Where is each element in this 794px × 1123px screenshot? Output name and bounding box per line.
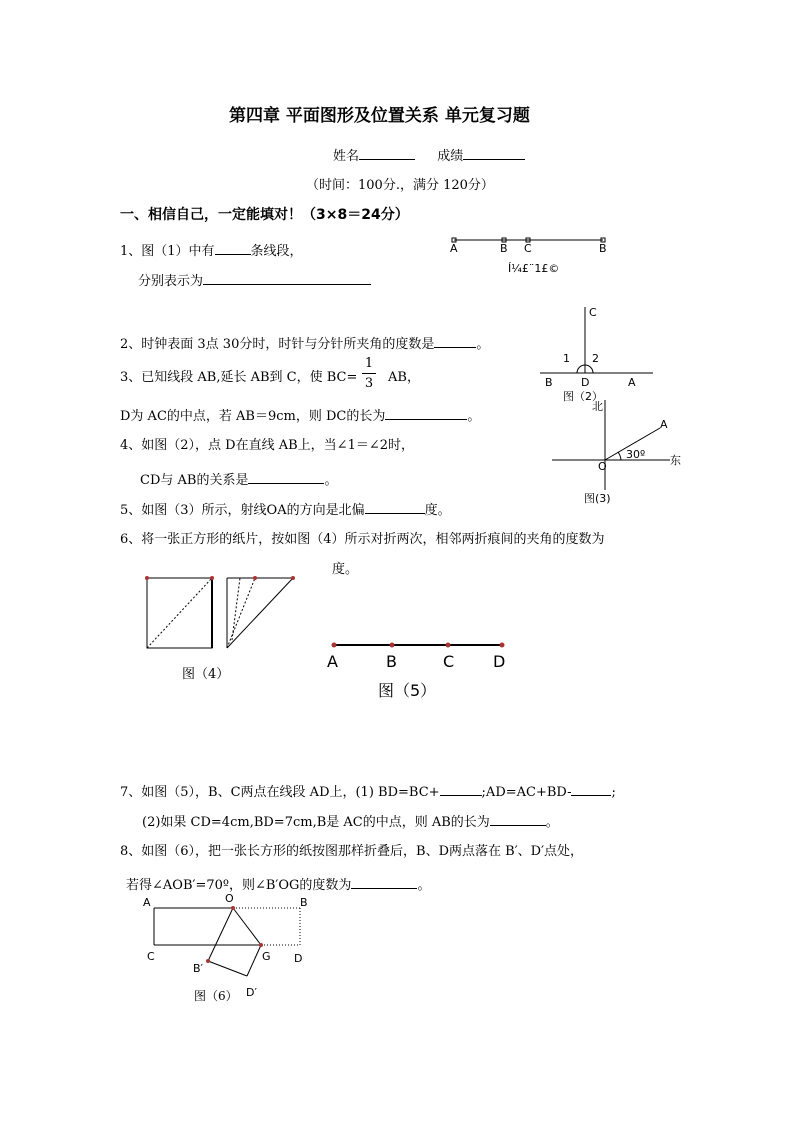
score-blank[interactable] bbox=[463, 147, 525, 160]
fig5-label-d: D bbox=[493, 652, 506, 671]
fig2-label-d: D bbox=[581, 376, 590, 389]
fig2-caption: 图（2） bbox=[563, 390, 603, 403]
question-3-line2 bbox=[120, 407, 480, 423]
fig4-vertex bbox=[253, 576, 257, 580]
q3-text-c: D为 AC的中点，若 AB＝9cm，则 DC的长为 bbox=[120, 409, 386, 424]
fig6-label-o: O bbox=[225, 892, 234, 905]
section-heading: 一、相信自己，一定能填对！（3×8＝24分） bbox=[120, 207, 409, 223]
figure-6 bbox=[140, 888, 330, 1008]
fig5-point-a bbox=[332, 643, 337, 648]
fig5-point-b bbox=[390, 643, 395, 648]
q3-end: 。 bbox=[467, 409, 481, 424]
q4-text: CD与 AB的关系是 bbox=[140, 473, 249, 488]
q7-end: 。 bbox=[545, 815, 559, 830]
fig6-label-a: A bbox=[143, 896, 151, 909]
fig6-edge-ob bbox=[208, 908, 233, 961]
fig2-label-2: 2 bbox=[592, 352, 599, 365]
fig3-caption: 图(3) bbox=[584, 492, 611, 505]
fig4-fold-diagonal bbox=[147, 578, 212, 648]
q1-text-c: 分别表示为 bbox=[138, 274, 204, 289]
q8-blank[interactable] bbox=[351, 876, 417, 889]
q2-end: 。 bbox=[476, 337, 490, 352]
fig1-caption: Í¼£¨1£© bbox=[508, 262, 560, 275]
question-4-line2 bbox=[140, 471, 337, 487]
q3-text-b: AB， bbox=[388, 370, 420, 385]
fig1-label-a: A bbox=[450, 242, 458, 255]
fig3-label-o: O bbox=[598, 460, 607, 473]
question-2 bbox=[120, 335, 489, 351]
score-label: 成绩 bbox=[437, 149, 464, 164]
fig6-fold-og bbox=[233, 908, 261, 945]
q5-text: 5、如图（3）所示，射线OA的方向是北偏 bbox=[120, 503, 365, 518]
question-6-line2: 度。 bbox=[332, 562, 359, 577]
q7-text-c: ; bbox=[611, 785, 616, 800]
q3-fraction bbox=[362, 357, 376, 390]
question-5 bbox=[120, 501, 451, 517]
question-6: 6、将一张正方形的纸片，按如图（4）所示对折两次，相邻两折痕间的夹角的度数为 bbox=[120, 532, 605, 547]
q1-blank-2[interactable] bbox=[203, 272, 371, 285]
figure-1 bbox=[440, 230, 620, 280]
name-label: 姓名 bbox=[333, 149, 360, 164]
q3-blank[interactable] bbox=[385, 407, 467, 420]
fig6-label-b: B bbox=[300, 896, 308, 909]
fig6-label-d-prime: D′ bbox=[246, 986, 257, 999]
fig6-point-g bbox=[259, 943, 263, 947]
q3-numerator: 1 bbox=[364, 356, 374, 371]
fig2-label-1: 1 bbox=[563, 352, 570, 365]
fig4-fold-2 bbox=[232, 578, 240, 640]
q1-text-a: 1、图（1）中有 bbox=[120, 244, 215, 259]
q7-text-d: (2)如果 CD=4cm,BD=7cm,B是 AC的中点，则 AB的长为 bbox=[142, 815, 490, 830]
q8-end: 。 bbox=[417, 878, 431, 893]
fig3-angle-label: 30º bbox=[626, 448, 646, 461]
q3-text-a: 3、已知线段 AB,延长 AB到 C，使 BC= bbox=[120, 370, 358, 385]
q7-blank-3[interactable] bbox=[490, 813, 546, 826]
q2-text: 2、时钟表面 3点 30分时，时针与分针所夹角的度数是 bbox=[120, 337, 435, 352]
question-7-line2 bbox=[142, 813, 559, 829]
fig6-caption: 图（6） bbox=[194, 989, 238, 1003]
question-1 bbox=[120, 242, 303, 258]
fig4-vertex bbox=[145, 576, 149, 580]
fig6-edge-bd bbox=[208, 961, 247, 976]
question-3 bbox=[120, 371, 357, 384]
fig4-vertex bbox=[291, 576, 295, 580]
figure-5 bbox=[325, 636, 525, 706]
fig3-label-a: A bbox=[660, 418, 668, 431]
fig2-label-b: B bbox=[545, 376, 553, 389]
fig6-label-c: C bbox=[147, 950, 155, 963]
q7-text-a: 7、如图（5），B、C两点在线段 AD上，(1) BD=BC+ bbox=[120, 785, 440, 800]
question-1-line2 bbox=[138, 272, 371, 288]
question-8: 8、如图（6），把一张长方形的纸按图那样折叠后，B、D两点落在 B′、D′点处， bbox=[120, 844, 584, 859]
fig5-point-c bbox=[446, 643, 451, 648]
time-note: （时间：100分.，满分 120分） bbox=[306, 178, 494, 193]
q2-blank[interactable] bbox=[434, 335, 476, 348]
figure-2 bbox=[535, 302, 665, 402]
fig1-label-c: C bbox=[524, 242, 532, 255]
fig1-label-b2: B bbox=[599, 242, 607, 255]
fig4-vertex bbox=[210, 576, 214, 580]
figure-3 bbox=[548, 398, 688, 508]
q5-end: 度。 bbox=[424, 503, 451, 518]
fig6-label-b-prime: B′ bbox=[193, 962, 204, 975]
fig2-label-a: A bbox=[628, 376, 636, 389]
fig4-fold-1 bbox=[227, 578, 255, 648]
q1-text-b: 条线段， bbox=[250, 244, 303, 259]
question-7 bbox=[120, 783, 616, 799]
q8-text: 若得∠AOB′=70º，则∠B′OG的度数为 bbox=[126, 878, 352, 893]
fig4-outer-edge bbox=[227, 578, 293, 648]
page-title: 第四章 平面图形及位置关系 单元复习题 bbox=[229, 106, 530, 126]
q4-end: 。 bbox=[324, 473, 338, 488]
fig6-point-o bbox=[231, 906, 235, 910]
fig6-point-b-prime bbox=[206, 959, 210, 963]
fig3-angle-arc bbox=[618, 452, 621, 460]
name-blank[interactable] bbox=[359, 147, 415, 160]
q4-blank[interactable] bbox=[248, 471, 324, 484]
fig5-label-a: A bbox=[327, 652, 338, 671]
q7-text-b: ;AD=AC+BD- bbox=[481, 785, 572, 800]
name-field bbox=[333, 147, 525, 163]
q5-blank[interactable] bbox=[365, 501, 425, 514]
fig6-label-d: D bbox=[294, 952, 303, 965]
fig2-label-c: C bbox=[589, 306, 597, 319]
question-4: 4、如图（2），点 D在直线 AB上，当∠1＝∠2时， bbox=[120, 438, 414, 453]
fig4-caption: 图（4） bbox=[182, 667, 230, 682]
q7-blank-1[interactable] bbox=[440, 783, 482, 796]
fig6-label-g: G bbox=[262, 950, 271, 963]
fig5-label-c: C bbox=[443, 652, 455, 671]
fig3-label-east: 东 bbox=[670, 454, 681, 467]
fig5-caption: 图（5） bbox=[378, 681, 437, 700]
fig5-point-d bbox=[500, 643, 505, 648]
fig6-edge-dg bbox=[247, 945, 261, 976]
q1-blank-1[interactable] bbox=[215, 242, 251, 255]
q7-blank-2[interactable] bbox=[571, 783, 611, 796]
fig1-label-b: B bbox=[500, 242, 508, 255]
fig3-label-north: 北 bbox=[592, 400, 603, 413]
figure-4 bbox=[140, 570, 310, 690]
fig5-label-b: B bbox=[386, 652, 397, 671]
q3-denominator: 3 bbox=[364, 376, 374, 391]
